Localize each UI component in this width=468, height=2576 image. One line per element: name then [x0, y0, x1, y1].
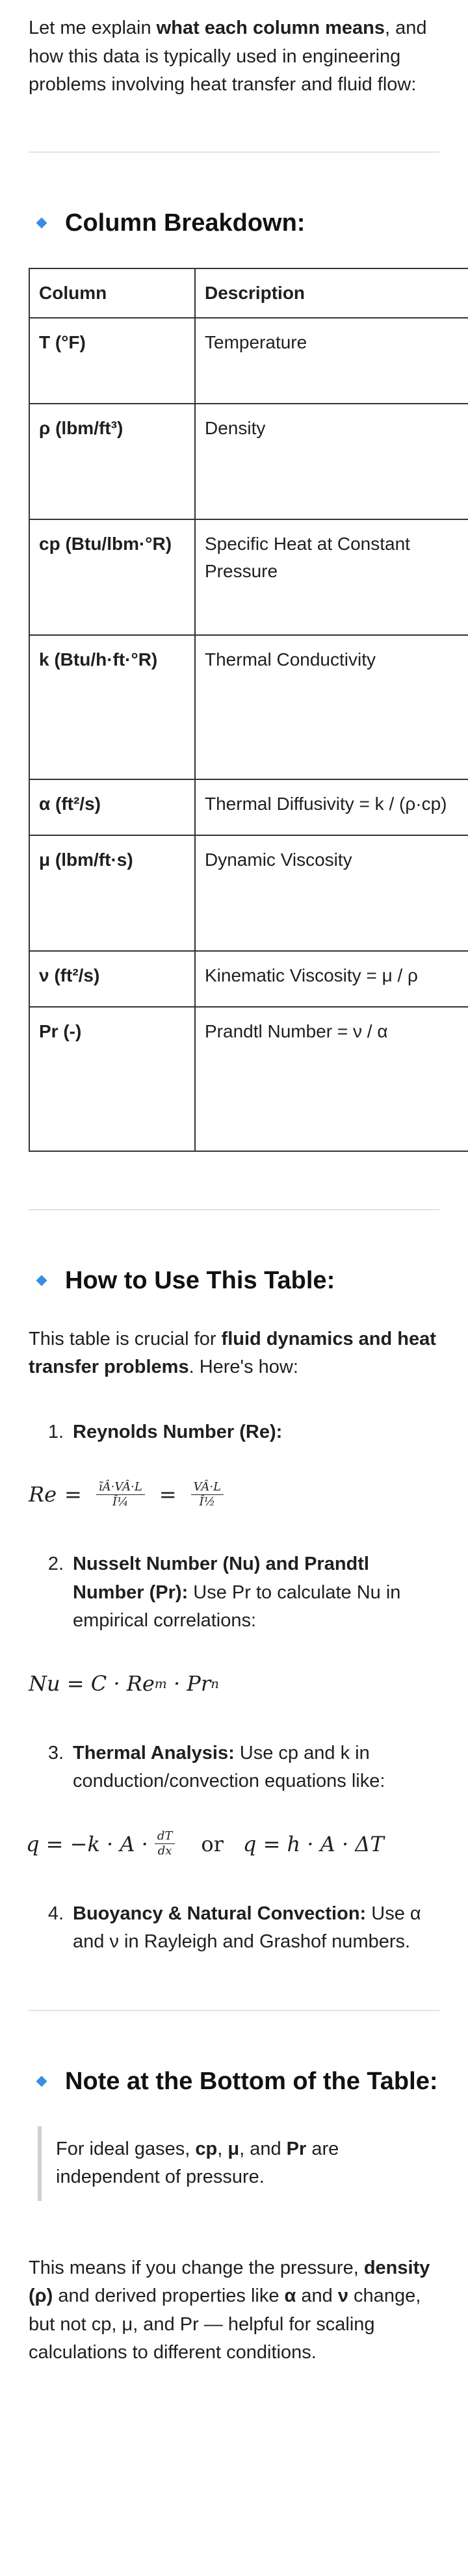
howto-lead-paragraph — [29, 1325, 439, 1382]
formula-fraction — [155, 1829, 176, 1858]
lead-bold: fluid dynamics and heat transfer problems — [29, 1328, 436, 1377]
fraction-numerator: dT — [155, 1829, 176, 1844]
intro-text: Let me explain — [29, 18, 157, 38]
quote-bold: cp — [195, 2138, 218, 2159]
header-column: Column — [29, 268, 195, 318]
note-paragraph — [29, 2254, 439, 2367]
table-row — [29, 951, 468, 1007]
intro-text-end: , and how this data is typically used in engineering problems involving heat transfer and fluid flow: — [29, 18, 427, 95]
cell-description: Temperature — [195, 318, 468, 404]
intro-bold: what each column means — [156, 18, 385, 38]
divider — [29, 2010, 439, 2011]
formula-fraction — [96, 1480, 145, 1509]
list-number: 4. — [47, 1903, 64, 1924]
divider — [29, 151, 439, 153]
list-number: 2. — [47, 1554, 64, 1574]
column-breakdown-table — [29, 268, 468, 1152]
formula-text: q = −k · A · — [26, 1831, 148, 1856]
howto-steps-list — [29, 1550, 439, 1635]
lead-text-end: . Here's how: — [188, 1357, 298, 1377]
howto-steps-list — [29, 1900, 439, 1957]
header-description: Description — [195, 268, 468, 318]
list-item-text — [73, 1739, 439, 1796]
list-item — [29, 1550, 439, 1635]
formula-text: q = h · A · ΔT — [242, 1831, 384, 1856]
cell-description: Specific Heat at Constant Pressure — [195, 519, 468, 635]
quote-span: For ideal gases, — [56, 2138, 196, 2159]
quote-span: are independent of pressure. — [56, 2138, 339, 2187]
fraction-denominator: Î¼ — [112, 1494, 129, 1509]
formula-text: Re — [29, 1482, 57, 1507]
fraction-denominator: Î½ — [199, 1494, 216, 1509]
cell-description: Thermal Conductivity — [195, 635, 468, 779]
section-heading-howto — [29, 1262, 439, 1299]
table-row — [29, 1007, 468, 1151]
note-span: and derived properties like — [53, 2285, 285, 2306]
lead-text: This table is crucial for — [29, 1328, 222, 1349]
list-item-text — [73, 1900, 439, 1957]
step-bold: Nusselt Number (Nu) and Prandtl Number (Pr): — [73, 1554, 369, 1603]
quote-span: , — [217, 2138, 228, 2159]
cell-column: k (Btu/h·ft·°R) — [29, 635, 195, 779]
howto-steps-list — [29, 1418, 439, 1447]
fraction-denominator: dx — [157, 1844, 172, 1858]
section-heading-note — [29, 2063, 439, 2100]
cell-description: Thermal Diffusivity = k / (ρ·cp) — [195, 779, 468, 835]
diamond-bullet-icon — [36, 1275, 47, 1286]
note-span: change, but not cp, μ, and Pr — helpful for scaling calculations to different conditions. — [29, 2285, 421, 2363]
table-row — [29, 318, 468, 404]
howto-steps-list — [29, 1739, 439, 1796]
list-item — [29, 1418, 439, 1447]
table-header-row — [29, 268, 468, 318]
note-bold: α — [284, 2285, 296, 2306]
step-text: Use cp and k in conduction/convection equations like: — [73, 1742, 385, 1791]
table-row — [29, 404, 468, 519]
cell-description: Prandtl Number = ν / α — [195, 1007, 468, 1151]
nusselt-formula — [29, 1668, 439, 1699]
cell-column: cp (Btu/lbm·°R) — [29, 519, 195, 635]
quote-bold: Pr — [286, 2138, 307, 2159]
cell-description: Density — [195, 404, 468, 519]
heading-text: How to Use This Table: — [65, 1266, 335, 1294]
diamond-bullet-icon — [36, 218, 47, 229]
step-text: Use Pr to calculate Nu in empirical correlations: — [73, 1581, 401, 1631]
formula-text: · Pr — [166, 1671, 211, 1696]
heading-text: Note at the Bottom of the Table: — [65, 2067, 438, 2095]
table-row — [29, 519, 468, 635]
list-number: 1. — [47, 1421, 64, 1442]
heat-transfer-formula — [26, 1828, 439, 1860]
reynolds-formula — [29, 1479, 439, 1510]
cell-description: Kinematic Viscosity = μ / ρ — [195, 951, 468, 1007]
fraction-numerator: VÂ·L — [191, 1480, 224, 1495]
cell-description: Dynamic Viscosity — [195, 835, 468, 951]
divider — [29, 1209, 439, 1210]
list-item — [29, 1900, 439, 1957]
list-item-text — [73, 1418, 439, 1447]
step-bold: Reynolds Number (Re): — [73, 1421, 283, 1442]
equals-sign: = — [159, 1482, 177, 1507]
cell-column: Pr (-) — [29, 1007, 195, 1151]
formula-connector: or — [201, 1831, 224, 1856]
note-span: and — [296, 2285, 338, 2306]
note-blockquote — [38, 2126, 439, 2201]
list-item — [29, 1739, 439, 1796]
section-heading-breakdown — [29, 205, 439, 242]
formula-text: Nu = C · Re — [29, 1671, 155, 1696]
cell-column: α (ft²/s) — [29, 779, 195, 835]
note-span: This means if you change the pressure, — [29, 2257, 364, 2278]
note-bold: density (ρ) — [29, 2257, 430, 2306]
step-bold: Thermal Analysis: — [73, 1742, 235, 1763]
formula-exponent: m — [154, 1675, 167, 1691]
list-item-text — [73, 1550, 439, 1635]
note-bold: ν — [337, 2285, 348, 2306]
table-row — [29, 835, 468, 951]
diamond-bullet-icon — [36, 2076, 47, 2087]
formula-fraction — [191, 1480, 224, 1509]
fraction-numerator: ĩÂ·VÂ·L — [96, 1480, 145, 1495]
cell-column: ρ (lbm/ft³) — [29, 404, 195, 519]
step-text: Use α and ν in Rayleigh and Grashof numbers. — [73, 1903, 421, 1952]
table-row — [29, 779, 468, 835]
step-bold: Buoyancy & Natural Convection: — [73, 1903, 367, 1924]
equals-sign: = — [64, 1482, 82, 1507]
intro-paragraph — [29, 14, 439, 99]
list-number: 3. — [47, 1742, 64, 1763]
quote-span: , and — [239, 2138, 287, 2159]
cell-column: μ (lbm/ft·s) — [29, 835, 195, 951]
formula-exponent: n — [211, 1675, 219, 1691]
quote-bold: μ — [228, 2138, 240, 2159]
heading-text: Column Breakdown: — [65, 209, 306, 237]
quote-text — [56, 2135, 439, 2192]
cell-column: T (°F) — [29, 318, 195, 404]
table-row — [29, 635, 468, 779]
cell-column: ν (ft²/s) — [29, 951, 195, 1007]
